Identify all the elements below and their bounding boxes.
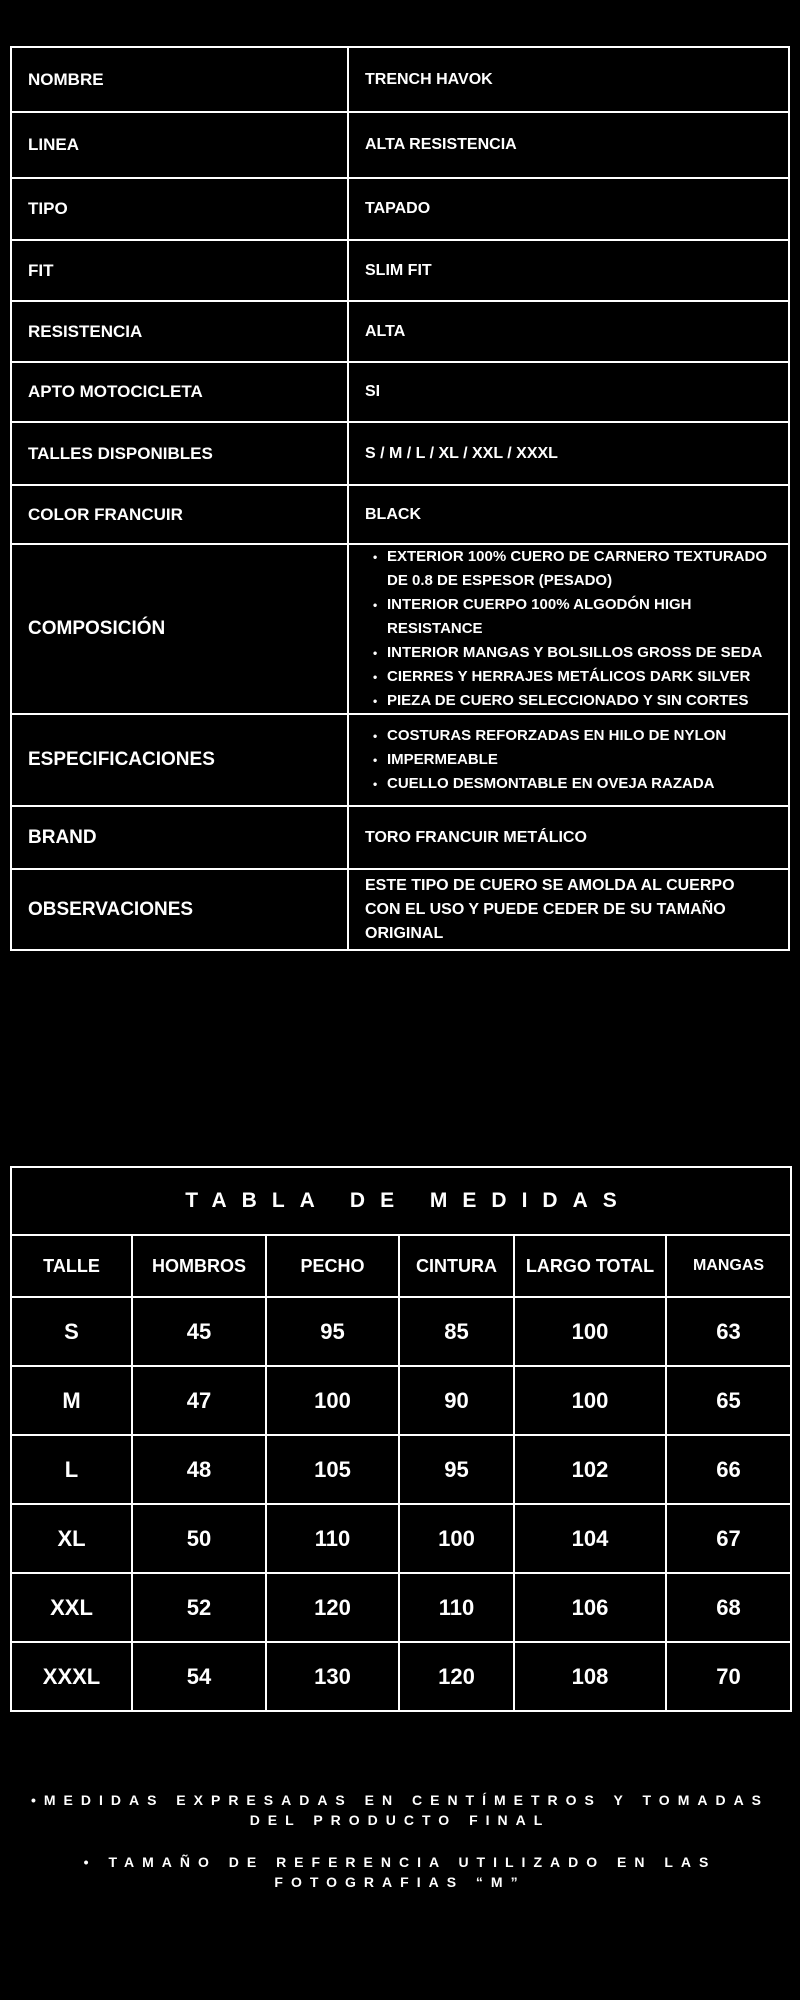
size-chart-title-row — [11, 1167, 791, 1235]
value-cell: 108 — [514, 1642, 666, 1711]
value-cell: 70 — [666, 1642, 791, 1711]
size-chart-header-row — [11, 1235, 791, 1297]
value-cell: 85 — [399, 1297, 514, 1366]
table-row — [11, 1504, 791, 1573]
spec-value: TRENCH HAVOK — [348, 47, 789, 112]
value-cell: 100 — [514, 1366, 666, 1435]
column-header-mangas: MANGAS — [666, 1235, 791, 1297]
size-cell: XXXL — [11, 1642, 132, 1711]
column-header-cintura: CINTURA — [399, 1235, 514, 1297]
specifications-list — [365, 724, 772, 796]
value-cell: 47 — [132, 1366, 266, 1435]
product-specs-table — [10, 46, 790, 951]
spec-value: S / M / L / XL / XXL / XXXL — [348, 422, 789, 485]
footnote-reference-size: • TAMAÑO DE REFERENCIA UTILIZADO EN LAS FOTOGRAFIAS “M” — [83, 1854, 717, 1890]
size-cell: XL — [11, 1504, 132, 1573]
table-row — [11, 1297, 791, 1366]
value-cell: 95 — [266, 1297, 399, 1366]
table-row — [11, 1435, 791, 1504]
spec-label: FIT — [11, 240, 348, 301]
value-cell: 110 — [266, 1504, 399, 1573]
list-item: • INTERIOR MANGAS Y BOLSILLOS GROSS DE SEDA — [373, 641, 772, 665]
value-cell: 100 — [266, 1366, 399, 1435]
spec-label: COLOR FRANCUIR — [11, 485, 348, 544]
footnote-measurements: •MEDIDAS EXPRESADAS EN CENTÍMETROS Y TOMADAS DEL PRODUCTO FINAL — [30, 1792, 770, 1828]
value-cell: 45 — [132, 1297, 266, 1366]
value-cell: 50 — [132, 1504, 266, 1573]
spec-label: APTO MOTOCICLETA — [11, 362, 348, 422]
value-cell: 68 — [666, 1573, 791, 1642]
spec-row-observaciones — [11, 869, 789, 950]
spec-label: BRAND — [11, 806, 348, 869]
spec-row-especificaciones — [11, 714, 789, 806]
spec-row-linea — [11, 112, 789, 178]
spec-row-composicion — [11, 544, 789, 714]
value-cell: 100 — [514, 1297, 666, 1366]
value-cell: 48 — [132, 1435, 266, 1504]
value-cell: 110 — [399, 1573, 514, 1642]
list-item: • INTERIOR CUERPO 100% ALGODÓN HIGH RESISTANCE — [373, 593, 772, 641]
list-item: • CUELLO DESMONTABLE EN OVEJA RAZADA — [373, 772, 772, 796]
value-cell: 130 — [266, 1642, 399, 1711]
column-header-largo-total: LARGO TOTAL — [514, 1235, 666, 1297]
spec-label: TIPO — [11, 178, 348, 240]
spec-row-nombre — [11, 47, 789, 112]
spec-row-fit — [11, 240, 789, 301]
value-cell: 66 — [666, 1435, 791, 1504]
spec-value-list — [348, 714, 789, 806]
value-cell: 54 — [132, 1642, 266, 1711]
spec-label: OBSERVACIONES — [11, 869, 348, 950]
spec-value: SI — [348, 362, 789, 422]
value-cell: 65 — [666, 1366, 791, 1435]
list-item: • EXTERIOR 100% CUERO DE CARNERO TEXTURADO DE 0.8 DE ESPESOR (PESADO) — [373, 545, 772, 593]
composition-list — [365, 545, 772, 713]
spec-value: SLIM FIT — [348, 240, 789, 301]
value-cell: 90 — [399, 1366, 514, 1435]
value-cell: 104 — [514, 1504, 666, 1573]
size-cell: S — [11, 1297, 132, 1366]
spec-value: ALTA RESISTENCIA — [348, 112, 789, 178]
list-item: • PIEZA DE CUERO SELECCIONADO Y SIN CORTES — [373, 689, 772, 713]
spec-row-tipo — [11, 178, 789, 240]
value-cell: 63 — [666, 1297, 791, 1366]
spec-value: ESTE TIPO DE CUERO SE AMOLDA AL CUERPO CON EL USO Y PUEDE CEDER DE SU TAMAÑO ORIGINAL — [348, 869, 789, 950]
spec-label: TALLES DISPONIBLES — [11, 422, 348, 485]
spec-value: TORO FRANCUIR METÁLICO — [348, 806, 789, 869]
column-header-talle: TALLE — [11, 1235, 132, 1297]
table-row — [11, 1366, 791, 1435]
value-cell: 120 — [399, 1642, 514, 1711]
list-item: • CIERRES Y HERRAJES METÁLICOS DARK SILVER — [373, 665, 772, 689]
value-cell: 100 — [399, 1504, 514, 1573]
value-cell: 95 — [399, 1435, 514, 1504]
spec-label: ESPECIFICACIONES — [11, 714, 348, 806]
size-cell: M — [11, 1366, 132, 1435]
spec-row-color-francuir — [11, 485, 789, 544]
spec-row-talles-disponibles — [11, 422, 789, 485]
size-chart-title: TABLA DE MEDIDAS — [11, 1167, 791, 1235]
value-cell: 67 — [666, 1504, 791, 1573]
value-cell: 105 — [266, 1435, 399, 1504]
spec-label: COMPOSICIÓN — [11, 544, 348, 714]
list-item: • IMPERMEABLE — [373, 748, 772, 772]
spec-value-list — [348, 544, 789, 714]
value-cell: 106 — [514, 1573, 666, 1642]
size-cell: L — [11, 1435, 132, 1504]
size-chart-table — [10, 1166, 792, 1712]
spec-label: NOMBRE — [11, 47, 348, 112]
spec-value: TAPADO — [348, 178, 789, 240]
value-cell: 120 — [266, 1573, 399, 1642]
spec-value: BLACK — [348, 485, 789, 544]
table-row — [11, 1573, 791, 1642]
value-cell: 52 — [132, 1573, 266, 1642]
table-row — [11, 1642, 791, 1711]
spec-value: ALTA — [348, 301, 789, 362]
spec-row-apto-motocicleta — [11, 362, 789, 422]
column-header-pecho: PECHO — [266, 1235, 399, 1297]
spec-row-brand — [11, 806, 789, 869]
value-cell: 102 — [514, 1435, 666, 1504]
list-item: • COSTURAS REFORZADAS EN HILO DE NYLON — [373, 724, 772, 748]
spec-row-resistencia — [11, 301, 789, 362]
size-cell: XXL — [11, 1573, 132, 1642]
column-header-hombros: HOMBROS — [132, 1235, 266, 1297]
spec-label: LINEA — [11, 112, 348, 178]
spec-label: RESISTENCIA — [11, 301, 348, 362]
